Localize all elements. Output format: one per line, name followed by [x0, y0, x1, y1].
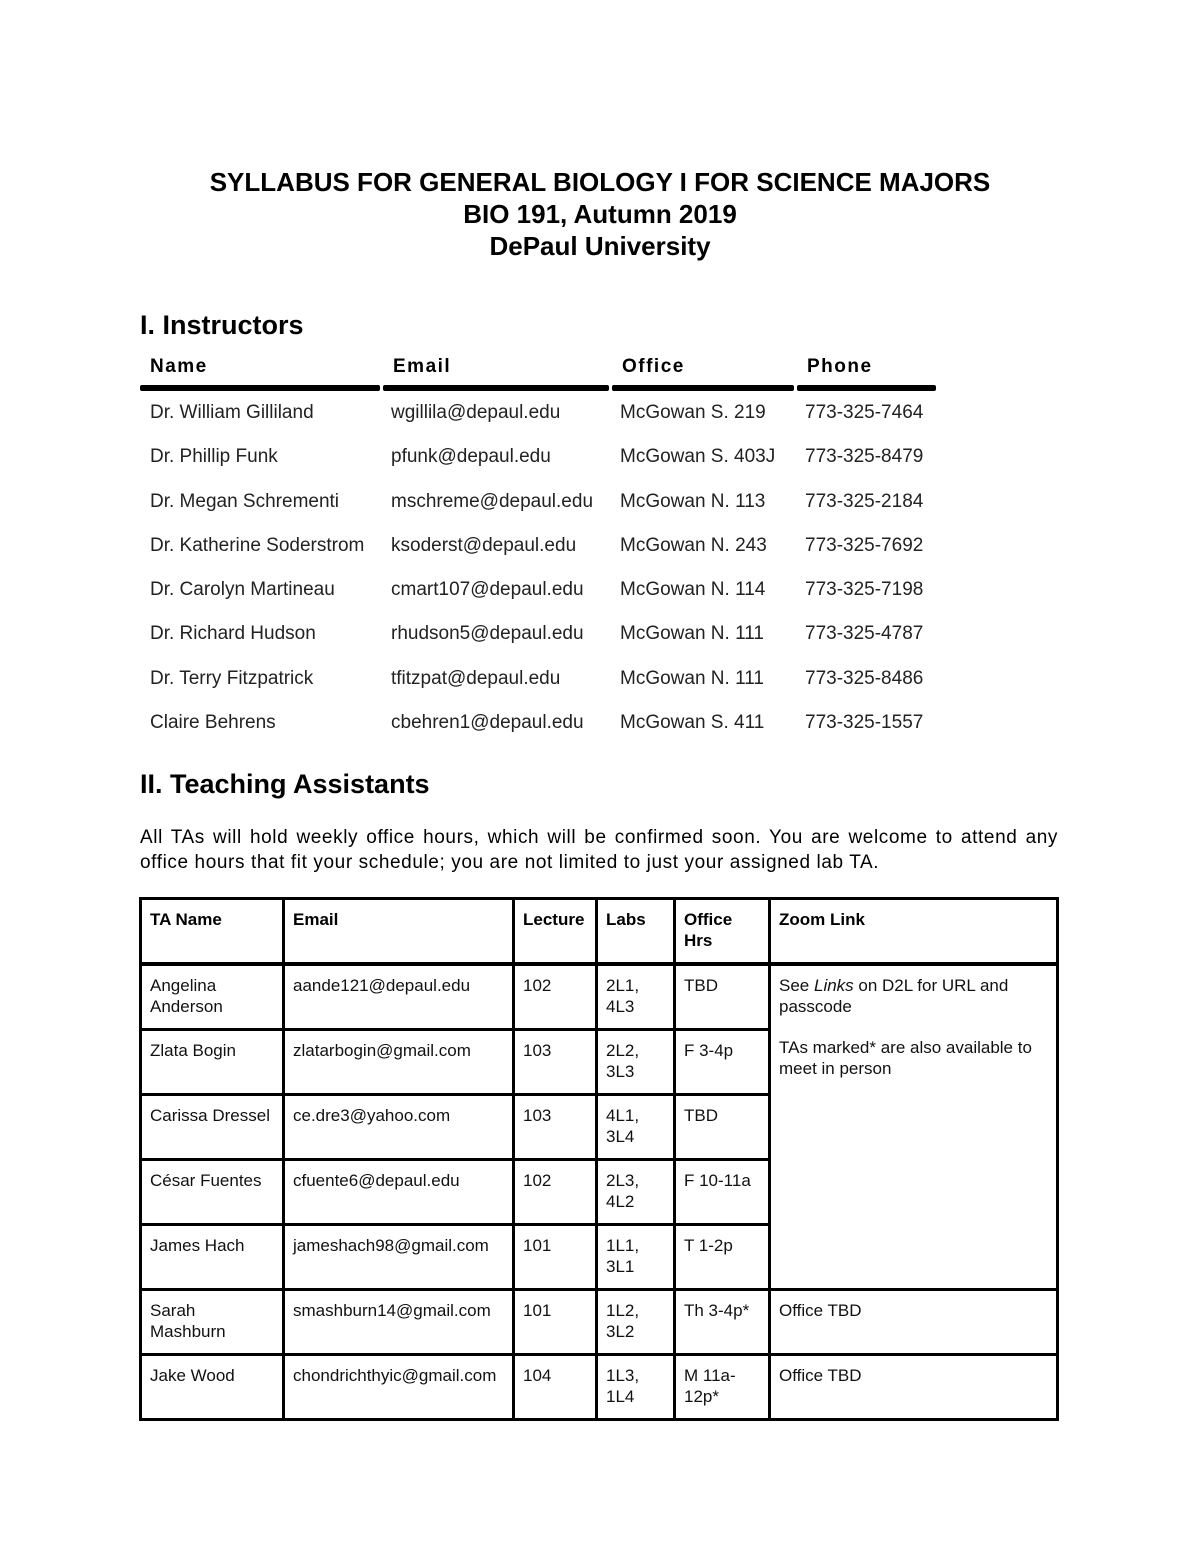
syllabus-title: SYLLABUS FOR GENERAL BIOLOGY I FOR SCIENCE MAJORS	[209, 167, 991, 197]
ta-office-hrs: Th 3-4p*	[675, 1290, 770, 1355]
instructors-table	[140, 352, 940, 756]
instructor-name: Dr. Katherine Soderstrom	[150, 534, 365, 556]
instructors-header-office: Office	[612, 352, 794, 392]
course-code: BIO 191, Autumn 2019	[463, 199, 737, 229]
instructor-office: McGowan N. 113	[620, 490, 766, 512]
instructor-phone: 773-325-8479	[805, 446, 924, 468]
ta-header-labs: Labs	[597, 899, 675, 965]
ta-email: smashburn14@gmail.com	[284, 1290, 514, 1355]
ta-office-hrs: TBD	[675, 1095, 770, 1160]
instructors-header-email: Email	[383, 352, 609, 392]
ta-office-hrs: F 3-4p	[675, 1030, 770, 1095]
instructor-row	[140, 402, 940, 446]
instructor-name: Dr. Terry Fitzpatrick	[150, 667, 314, 689]
instructor-email: cbehren1@depaul.edu	[391, 712, 584, 734]
ta-name: James Hach	[141, 1225, 284, 1290]
ta-header-office-hrs: Office Hrs	[675, 899, 770, 965]
ta-office-hrs: M 11a-12p*	[675, 1355, 770, 1420]
ta-labs: 1L1, 3L1	[597, 1225, 675, 1290]
instructor-row	[140, 712, 940, 756]
instructor-name: Claire Behrens	[150, 712, 276, 734]
instructor-phone: 773-325-4787	[805, 623, 924, 645]
instructor-email: pfunk@depaul.edu	[391, 446, 551, 468]
ta-email: jameshach98@gmail.com	[284, 1225, 514, 1290]
ta-office-hrs: TBD	[675, 964, 770, 1030]
instructor-office: McGowan N. 111	[620, 667, 764, 689]
ta-labs: 2L2, 3L3	[597, 1030, 675, 1095]
zoom-d2l-note: See Links on D2L for URL and passcode	[779, 976, 1009, 1016]
instructor-office: McGowan N. 111	[620, 623, 764, 645]
ta-lecture: 101	[514, 1290, 597, 1355]
links-label: Links	[813, 976, 854, 995]
ta-lecture: 104	[514, 1355, 597, 1420]
ta-header-zoom-link: Zoom Link	[770, 899, 1058, 965]
ta-email: ce.dre3@yahoo.com	[284, 1095, 514, 1160]
instructors-header-row	[140, 352, 940, 392]
instructor-name: Dr. Richard Hudson	[150, 623, 316, 645]
instructor-office: McGowan S. 403J	[620, 446, 776, 468]
ta-table	[139, 897, 1059, 1421]
ta-lecture: 102	[514, 1160, 597, 1225]
ta-labs: 2L3, 4L2	[597, 1160, 675, 1225]
instructor-row	[140, 623, 940, 667]
instructor-office: McGowan S. 219	[620, 402, 766, 423]
instructor-phone: 773-325-2184	[805, 490, 924, 512]
ta-name: César Fuentes	[141, 1160, 284, 1225]
ta-labs: 1L2, 3L2	[597, 1290, 675, 1355]
ta-name: Carissa Dressel	[141, 1095, 284, 1160]
ta-zoom-link: Office TBD	[770, 1355, 1058, 1420]
instructor-office: McGowan N. 243	[620, 534, 767, 556]
ta-header-email: Email	[284, 899, 514, 965]
tas-intro-paragraph: All TAs will hold weekly office hours, which will be confirmed soon. You are welcome to attend any office hours that fit your schedule; you are not limited to just your assigned lab TA.	[140, 827, 1058, 873]
instructor-phone: 773-325-8486	[805, 667, 924, 689]
ta-email: cfuente6@depaul.edu	[284, 1160, 514, 1225]
ta-lecture: 103	[514, 1095, 597, 1160]
ta-office-hrs: F 10-11a	[675, 1160, 770, 1225]
ta-header-name: TA Name	[141, 899, 284, 965]
ta-zoom-link-merged	[770, 964, 1058, 1290]
instructor-email: ksoderst@depaul.edu	[391, 534, 577, 556]
ta-lecture: 101	[514, 1225, 597, 1290]
instructor-name: Dr. Megan Schrementi	[150, 490, 340, 512]
ta-labs: 4L1, 3L4	[597, 1095, 675, 1160]
tas-heading: II. Teaching Assistants	[140, 769, 430, 799]
instructors-header-name: Name	[140, 352, 380, 392]
instructors-header-phone: Phone	[797, 352, 936, 392]
instructor-email: mschreme@depaul.edu	[391, 490, 594, 512]
instructor-phone: 773-325-7464	[805, 402, 924, 423]
instructor-phone: 773-325-1557	[805, 712, 924, 734]
instructors-heading: I. Instructors	[140, 310, 304, 340]
instructor-email: tfitzpat@depaul.edu	[391, 667, 561, 689]
ta-header-row	[141, 899, 1058, 965]
instructor-row	[140, 491, 940, 535]
ta-row	[141, 1290, 1058, 1355]
ta-email: zlatarbogin@gmail.com	[284, 1030, 514, 1095]
ta-email: aande121@depaul.edu	[284, 964, 514, 1030]
ta-labs: 1L3, 1L4	[597, 1355, 675, 1420]
instructor-office: McGowan S. 411	[620, 712, 765, 734]
instructor-name: Dr. William Gilliland	[150, 402, 314, 423]
instructor-row	[140, 668, 940, 712]
instructor-name: Dr. Phillip Funk	[150, 446, 278, 468]
instructor-row	[140, 446, 940, 490]
ta-office-hrs: T 1-2p	[675, 1225, 770, 1290]
ta-name: Angelina Anderson	[141, 964, 284, 1030]
ta-header-lecture: Lecture	[514, 899, 597, 965]
in-person-note: TAs marked* are also available to meet in person	[779, 1038, 1032, 1078]
ta-row	[141, 964, 1058, 1030]
instructor-email: cmart107@depaul.edu	[391, 579, 584, 601]
ta-name: Zlata Bogin	[141, 1030, 284, 1095]
ta-email: chondrichthyic@gmail.com	[284, 1355, 514, 1420]
ta-zoom-link: Office TBD	[770, 1290, 1058, 1355]
instructor-row	[140, 579, 940, 623]
instructor-name: Dr. Carolyn Martineau	[150, 579, 335, 601]
instructor-phone: 773-325-7198	[805, 579, 924, 601]
ta-labs: 2L1, 4L3	[597, 964, 675, 1030]
university-name: DePaul University	[489, 231, 711, 261]
instructor-phone: 773-325-7692	[805, 534, 924, 556]
ta-lecture: 103	[514, 1030, 597, 1095]
instructor-email: wgillila@depaul.edu	[391, 402, 561, 423]
instructor-office: McGowan N. 114	[620, 579, 766, 601]
ta-name: Sarah Mashburn	[141, 1290, 284, 1355]
ta-lecture: 102	[514, 964, 597, 1030]
ta-name: Jake Wood	[141, 1355, 284, 1420]
ta-row	[141, 1355, 1058, 1420]
instructor-row	[140, 535, 940, 579]
instructor-email: rhudson5@depaul.edu	[391, 623, 584, 645]
